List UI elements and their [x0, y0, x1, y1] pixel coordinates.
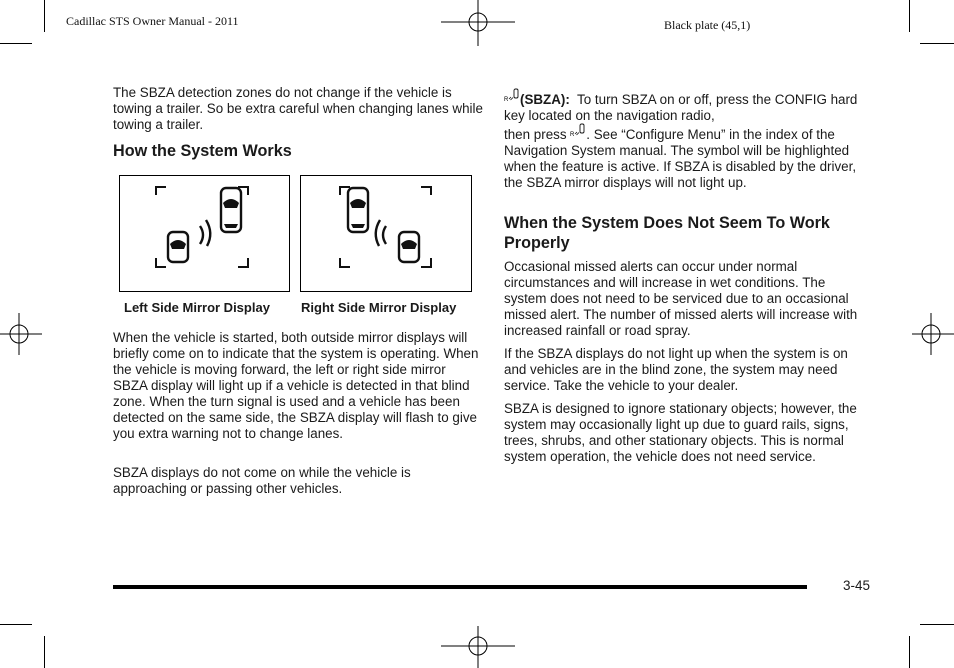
sbza-config-text-2a: then press [504, 127, 567, 142]
page-number: 3-45 [843, 578, 871, 593]
right-mirror-caption: Right Side Mirror Display [301, 300, 457, 315]
left-mirror-caption: Left Side Mirror Display [124, 300, 270, 315]
operation-paragraph: When the vehicle is started, both outside mirror displays will briefly come on to indicate that the system is operating. When the vehicle is moving forward, the left or right side mirror SBZA display will light up if a vehicle is detected in that blind zone. When the turn signal is used and a vehicle has been detected on the same side, the SBZA display will flash to give you extra warning not to change lanes. [113, 330, 479, 441]
plate-label: Black plate (45,1) [664, 18, 751, 32]
crop-target-icon [441, 0, 515, 46]
passing-paragraph: SBZA displays do not come on while the vehicle is approaching or passing other vehicles. [113, 465, 411, 496]
sbza-icon [504, 88, 520, 102]
svg-text:R: R [504, 97, 509, 102]
not-working-heading: When the System Does Not Seem To Work Properly [504, 214, 830, 252]
left-mirror-display-figure [119, 175, 290, 292]
right-mirror-display-figure [300, 175, 472, 292]
sbza-config-paragraph-1 [504, 88, 866, 124]
sbza-config-paragraph-2 [504, 123, 866, 191]
how-system-works-heading: How the System Works [113, 142, 292, 160]
stationary-objects-paragraph: SBZA is designed to ignore stationary objects; however, the system may occasionally light up due to guard rails, signs, trees, shrubs, and other stationary objects. This is normal system operation, the vehicle does not need service. [504, 401, 857, 464]
sbza-label: (SBZA): [520, 92, 570, 107]
sbza-icon [570, 123, 586, 137]
trailer-paragraph: The SBZA detection zones do not change if the vehicle is towing a trailer. So be extra careful when changing lanes while towing a trailer. [113, 85, 483, 132]
svg-text:R: R [570, 132, 575, 137]
sbza-config-text-2b: . See “Configure Menu” in the index of the Navigation System manual. The symbol will be highlighted when the feature is active. If SBZA is disabled by the driver, the SBZA mirror displays will not light up. [504, 127, 857, 190]
service-paragraph: If the SBZA displays do not light up when the system is on and vehicles are in the blind zone, the system may need service. Take the vehicle to your dealer. [504, 346, 848, 393]
crop-target-icon [0, 313, 42, 355]
sbza-config-text-1: To turn SBZA on or off, press the CONFIG hard key located on the navigation radio, [504, 92, 858, 123]
crop-target-icon [912, 313, 954, 355]
manual-title: Cadillac STS Owner Manual - 2011 [66, 14, 239, 28]
missed-alerts-paragraph: Occasional missed alerts can occur under normal circumstances and will increase in wet conditions. The system does not need to be serviced due to an occasional missed alert. The number of missed alerts will increase with increased rainfall or road spray. [504, 259, 858, 338]
crop-target-icon [441, 626, 515, 668]
footer-rule [113, 585, 807, 589]
